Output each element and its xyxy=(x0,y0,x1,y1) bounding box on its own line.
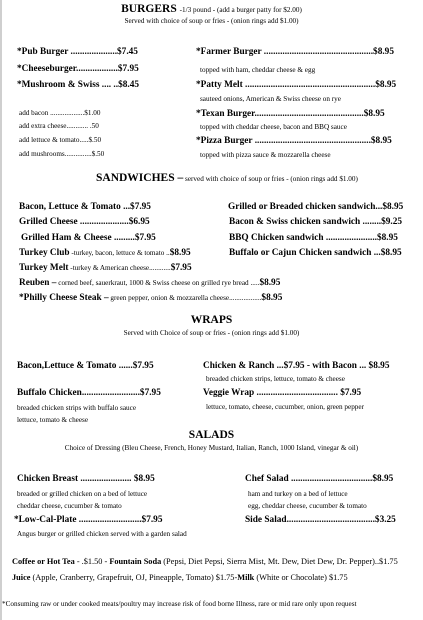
veggie-wrap-item: Veggie Wrap ................................... $7.95 xyxy=(203,388,362,398)
buffalo-chicken-wrap-desc-2: lettuce, tomato & cheese xyxy=(17,416,89,424)
chef-salad-item: Chef Salad ...................................$8.95 xyxy=(245,474,394,484)
addon-lettuce-tomato: add lettuce & tomato.....$.50 xyxy=(19,136,102,144)
philly-cheese-steak-item: *Philly Cheese Steak – green pepper, onion & mozzarella cheese..................$8.95 xyxy=(19,293,283,303)
sandwich-blt-item: Bacon, Lettuce & Tomato ...$7.95 xyxy=(19,202,151,212)
wraps-subtitle: Served with Choice of soup or fries - (onion rings add $1.00) xyxy=(123,329,300,337)
farmer-burger-item: *Farmer Burger ...............................................$8.95 xyxy=(196,47,394,57)
low-cal-plate-item: *Low-Cal-Plate ...........................$7.95 xyxy=(14,515,163,525)
bbq-chicken-item: BBQ Chicken sandwich ......................$8.95 xyxy=(229,233,398,243)
patty-melt-desc: sauteed onions, American & Swiss cheese on rye xyxy=(200,95,341,103)
buffalo-chicken-wrap-item: Buffalo Chicken.........................$7.95 xyxy=(17,388,161,398)
sandwiches-heading: SANDWICHES – served with choice of soup or fries - (onion rings add $1.00) xyxy=(96,172,358,184)
burgers-heading: BURGERS -1/3 pound - (add a burger patty for $2.00) xyxy=(121,3,302,15)
mushroom-swiss-item: *Mushroom & Swiss .... ..$8.45 xyxy=(17,80,139,90)
grilled-ham-cheese-item: Grilled Ham & Cheese .........$7.95 xyxy=(21,233,156,243)
pub-burger-item: *Pub Burger ....................$7.45 xyxy=(17,47,138,57)
texan-burger-desc: topped with cheddar cheese, bacon and BBQ sauce xyxy=(200,123,347,131)
veggie-wrap-desc: lettuce, tomato, cheese, cucumber, onion, green pepper xyxy=(206,403,364,411)
buffalo-cajun-chicken-item: Buffalo or Cajun Chicken sandwich ...$8.95 xyxy=(229,248,402,258)
turkey-melt-item: Turkey Melt -turkey & American cheese............$7.95 xyxy=(19,263,192,273)
patty-melt-item: *Patty Melt ........................................................$8.95 xyxy=(196,80,397,90)
raw-meat-warning: *Consuming raw or under cooked meats/poultry may increase risk of food borne Illness, rare or mid rare only upon request xyxy=(2,600,357,608)
salads-heading: SALADS xyxy=(188,429,235,441)
pizza-burger-desc: topped with pizza sauce & mozzarella cheese xyxy=(200,151,331,159)
texan-burger-item: *Texan Burger...............................................$8.95 xyxy=(196,109,385,119)
farmer-burger-desc: topped with ham, cheddar cheese & egg xyxy=(200,66,316,74)
low-cal-plate-desc: Angus burger or grilled chicken served with a garden salad xyxy=(17,530,187,538)
drinks-line-2: Juice (Apple, Cranberry, Grapefruit, OJ, Pineapple, Tomato) $1.75-Milk (White or Chocolate) $1.75 xyxy=(12,573,348,582)
chef-salad-desc-2: egg, cheddar cheese, cucumber & tomato xyxy=(248,502,367,510)
salads-subtitle: Choice of Dressing (Bleu Cheese, French, Honey Mustard, Italian, Ranch, 1000 Island, vinegar & oil) xyxy=(64,444,359,452)
grilled-cheese-item: Grilled Cheese .....................$6.95 xyxy=(19,217,150,227)
side-salad-item: Side Salad......................................$3.25 xyxy=(245,515,396,525)
chicken-breast-salad-desc-1: breaded or grilled chicken on a bed of lettuce xyxy=(17,490,148,498)
pizza-burger-item: *Pizza Burger ..................................................$8.95 xyxy=(196,136,392,146)
wraps-heading: WRAPS xyxy=(190,314,233,326)
chef-salad-desc-1: ham and turkey on a bed of lettuce xyxy=(248,490,348,498)
addon-cheese: add extra cheese............ .50 xyxy=(19,122,99,130)
grilled-breaded-chicken-item: Grilled or Breaded chicken sandwich...$8.95 xyxy=(228,202,404,212)
turkey-club-item: Turkey Club -turkey, bacon, lettuce & tomato ..$8.95 xyxy=(19,248,191,258)
wrap-blt-item: Bacon,Lettuce & Tomato ......$7.95 xyxy=(17,361,154,371)
drinks-line-1: Coffee or Hot Tea - .$1.50 - Fountain Soda (Pepsi, Diet Pepsi, Sierra Mist, Mt. Dew, Diet Dew, Dr. Pepper)..$1.75 xyxy=(12,557,398,566)
chicken-breast-salad-desc-2: cheddar cheese, cucumber & tomato xyxy=(17,502,122,510)
addon-mushrooms: add mushrooms...............$.50 xyxy=(19,150,105,158)
left-edge-line xyxy=(0,0,2,620)
chicken-ranch-wrap-item: Chicken & Ranch ...$7.95 - with Bacon ... $8.95 xyxy=(203,361,390,371)
cheeseburger-item: *Cheeseburger..................$7.95 xyxy=(17,64,139,74)
addon-bacon: add bacon ...................$1.00 xyxy=(19,109,101,117)
reuben-item: Reuben – corned beef, sauerkraut, 1000 & Swiss cheese on grilled rye bread .....$8.95 xyxy=(19,278,281,288)
chicken-ranch-wrap-desc: breaded chicken strips, lettuce, tomato & cheese xyxy=(206,375,345,383)
bacon-swiss-chicken-item: Bacon & Swiss chicken sandwich ........$9.25 xyxy=(229,217,403,227)
burgers-subtitle: Served with choice of soup or fries - (onion rings add $1.00) xyxy=(124,17,299,25)
buffalo-chicken-wrap-desc-1: breaded chicken strips with buffalo sauce xyxy=(17,404,137,412)
chicken-breast-salad-item: Chicken Breast ...................... $8.95 xyxy=(17,474,155,484)
